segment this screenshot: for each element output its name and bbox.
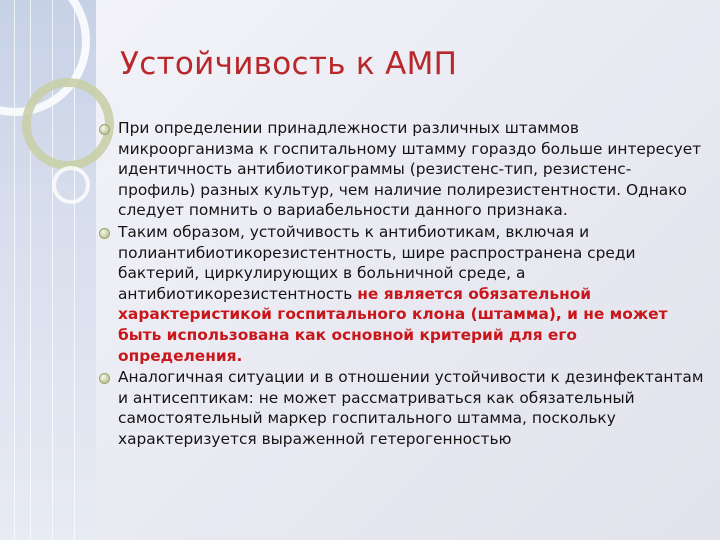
bullet-text [118,367,706,449]
bullet-text-segment: Таким образом, устойчивость к антибиотикам, включая и полиантибиотикорезистентность, шире распространена среди бактерий, циркулирующих в больничной среде, а антибиотикорезистентность [118,222,636,303]
slide-title: Устойчивость к АМП [120,46,458,82]
bullet-text-segment: При определении принадлежности различных штаммов микроорганизма к госпитальному штамму гораздо больше интересует идентичность антибиотикограммы (резистенс-тип, резистенс-профиль) разных культур, чем наличие полирезистентности. Однако следует помнить о вариабельности данного признака. [118,119,702,220]
bullet-list [96,118,706,450]
bullet-text [118,222,706,366]
decorative-ring-small [52,166,90,204]
bullet-item [96,367,706,449]
bullet-text-segment: Аналогичная ситуации и в отношении устойчивости к дезинфектантам и антисептикам: не может рассматриваться как обязательный самостоятельный маркер госпитального штамма, поскольку характеризуется выраженной гетерогенностью [118,368,704,448]
bullet-item [96,118,706,221]
bullet-text [118,118,706,221]
bullet-item [96,222,706,366]
bullet-dot-icon [99,124,110,135]
bullet-dot-icon [99,228,110,239]
emphasized-text-segment: не является обязательной характеристикой госпитального клона (штамма), и не может быть использована как основной критерий для его определения. [118,284,668,365]
bullet-dot-icon [99,373,110,384]
